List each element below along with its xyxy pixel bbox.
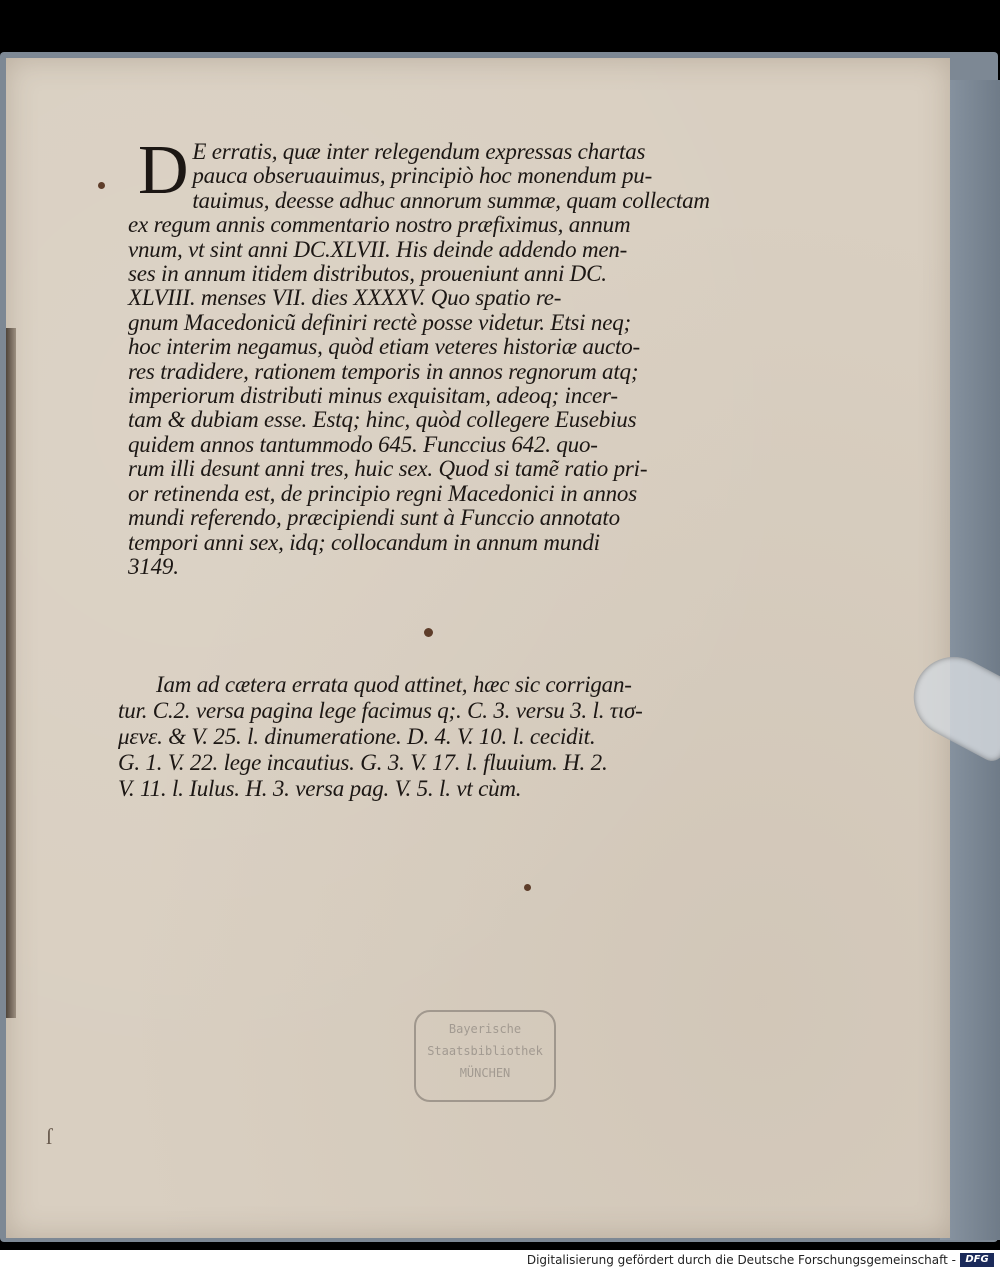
- text-line: res tradidere, rationem temporis in annos regnorum atq;: [128, 358, 639, 384]
- text-line: 3149.: [128, 553, 179, 579]
- text-line: tur. C.2. versa pagina lege facimus q;. C. 3. versu 3. l. τισ-: [118, 698, 643, 723]
- text-line: imperiorum distributi minus exquisitam, adeoq; incer-: [128, 383, 618, 409]
- text-line: XLVIII. menses VII. dies XXXXV. Quo spatio re-: [128, 285, 562, 311]
- text-line: μενε. & V. 25. l. dinumeratione. D. 4. V. 10. l. cecidit.: [118, 724, 596, 749]
- text-line: mundi referendo, præcipiendi sunt à Funccio annotato: [128, 505, 620, 531]
- text-line: tempori anni sex, idq; collocandum in annum mundi: [128, 529, 600, 555]
- text-line: V. 11. l. Iulus. H. 3. versa pag. V. 5. l. vt cùm.: [118, 776, 522, 801]
- page-gutter: [6, 328, 16, 1018]
- text-line: pauca obseruauimus, principiò hoc monendum pu-: [192, 163, 653, 189]
- text-line: ex regum annis commentario nostro præfiximus, annum: [128, 212, 631, 238]
- page-spot: [524, 884, 531, 891]
- text-line: or retinenda est, de principio regni Macedonici in annos: [128, 480, 637, 506]
- footer-bar: [0, 1250, 1000, 1271]
- pencil-mark: ſ: [46, 1124, 53, 1149]
- library-stamp: [414, 1010, 556, 1102]
- page-spot: [98, 182, 105, 189]
- dfg-logo: DFG: [960, 1253, 994, 1267]
- text-line: hoc interim negamus, quòd etiam veteres historiæ aucto-: [128, 334, 640, 360]
- stamp-line: MÜNCHEN: [459, 1066, 511, 1080]
- main-paragraph: [128, 132, 718, 579]
- footer-credit: Digitalisierung gefördert durch die Deutsche Forschungsgemeinschaft -: [526, 1253, 956, 1267]
- page-spot: [424, 628, 433, 637]
- text-line: Iam ad cætera errata quod attinet, hæc sic corrigan-: [156, 672, 632, 697]
- text-line: quidem annos tantummodo 645. Funccius 642. quo-: [128, 431, 598, 457]
- text-line: tauimus, deesse adhuc annorum summæ, quam collectam: [192, 187, 710, 213]
- drop-capital: D: [138, 132, 189, 209]
- stamp-line: Bayerische: [448, 1022, 522, 1036]
- text-line: tam & dubiam esse. Estq; hinc, quòd collegere Eusebius: [128, 407, 637, 433]
- text-line: vnum, vt sint anni DC.XLVII. His deinde addendo men-: [128, 236, 628, 262]
- text-line: ses in annum itidem distributos, proueniunt anni DC.: [128, 261, 607, 287]
- stamp-line: Staatsbibliothek: [427, 1044, 543, 1058]
- errata-paragraph: [118, 672, 718, 802]
- text-line: gnum Macedonicũ definiri rectè posse videtur. Etsi neq;: [128, 309, 631, 335]
- text-line: rum illi desunt anni tres, huic sex. Quod si tamẽ ratio pri-: [128, 456, 648, 482]
- text-line: E erratis, quæ inter relegendum expressas chartas: [192, 139, 646, 164]
- text-line: G. 1. V. 22. lege incautius. G. 3. V. 17. l. fluuium. H. 2.: [118, 750, 608, 775]
